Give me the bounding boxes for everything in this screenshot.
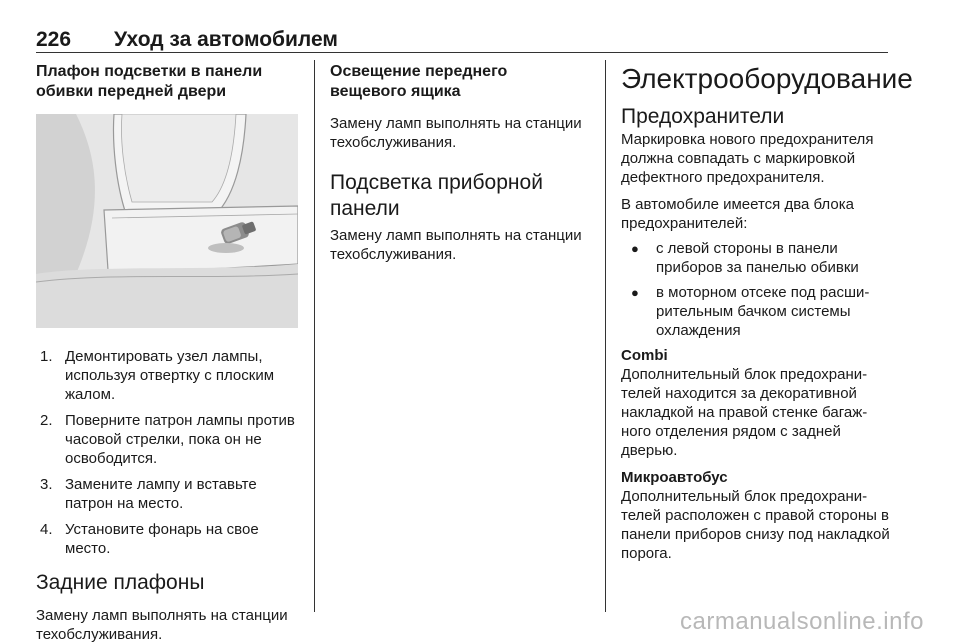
bullet-icon: ● bbox=[631, 285, 639, 300]
combi-text: Дополнительный блок предохранителей находится за декоративной накладкой на правой стенке багажного отделения рядом с задней дверью. bbox=[621, 366, 868, 459]
minibus-label: Микроавтобус bbox=[621, 469, 728, 486]
dashboard-light-heading: Подсветка приборной панели bbox=[330, 171, 543, 220]
step-text: Установите фонарь на свое место. bbox=[65, 521, 259, 557]
step-number: 2. bbox=[40, 412, 53, 429]
replacement-steps bbox=[36, 347, 302, 558]
list-item bbox=[621, 283, 891, 340]
electrical-title: Электрооборудование bbox=[621, 63, 913, 94]
step-number: 3. bbox=[40, 476, 53, 493]
watermark: carmanualsonline.info bbox=[680, 608, 924, 635]
list-item bbox=[36, 475, 302, 513]
fuse-blocks-intro: В автомобиле имеется два блока предохранителей: bbox=[621, 196, 854, 232]
column-2 bbox=[330, 62, 586, 264]
fuse-block-list bbox=[621, 239, 891, 340]
rear-lamps-heading: Задние плафоны bbox=[36, 571, 205, 594]
glovebox-light-heading: Освещение переднего вещевого ящика bbox=[330, 63, 508, 100]
section-title: Уход за автомобилем bbox=[114, 28, 338, 51]
step-text: Демонтировать узел лампы, используя отвертку с плоским жалом. bbox=[65, 348, 275, 403]
list-item bbox=[36, 411, 302, 468]
column-1 bbox=[36, 62, 302, 644]
column-divider-2 bbox=[605, 60, 606, 612]
minibus-text: Дополнительный блок предохранителей расположен с правой стороны в панели приборов снизу под накладкой порога. bbox=[621, 488, 890, 562]
fuses-text: Маркировка нового предохранителя должна совпадать с маркировкой дефектного предохранителя. bbox=[621, 131, 874, 186]
header-divider bbox=[36, 52, 888, 53]
glovebox-light-text: Замену ламп выполнять на станции техобслуживания. bbox=[330, 115, 582, 151]
step-text: Замените лампу и вставьте патрон на место. bbox=[65, 476, 257, 512]
page-header bbox=[36, 28, 338, 52]
bullet-text: в моторном отсеке под расширительным бачком системы охлаждения bbox=[656, 284, 870, 339]
dashboard-light-text: Замену ламп выполнять на станции техобслуживания. bbox=[330, 227, 582, 263]
list-item bbox=[621, 239, 891, 277]
fuses-heading: Предохранители bbox=[621, 105, 785, 128]
step-number: 4. bbox=[40, 521, 53, 538]
list-item bbox=[36, 347, 302, 404]
list-item bbox=[36, 520, 302, 558]
column-divider-1 bbox=[314, 60, 315, 612]
column-3 bbox=[621, 62, 913, 563]
step-number: 1. bbox=[40, 348, 53, 365]
page-number: 226 bbox=[36, 28, 72, 51]
rear-lamps-text: Замену ламп выполнять на станции техобслуживания. bbox=[36, 607, 288, 643]
door-lamp-heading: Плафон подсветки в панели обивки передней двери bbox=[36, 63, 263, 100]
bullet-text: с левой стороны в панели приборов за панелью обивки bbox=[656, 240, 859, 276]
step-text: Поверните патрон лампы против часовой стрелки, пока он не освободится. bbox=[65, 412, 295, 467]
combi-label: Combi bbox=[621, 347, 668, 364]
door-lamp-illustration bbox=[36, 114, 298, 328]
bullet-icon: ● bbox=[631, 241, 639, 256]
